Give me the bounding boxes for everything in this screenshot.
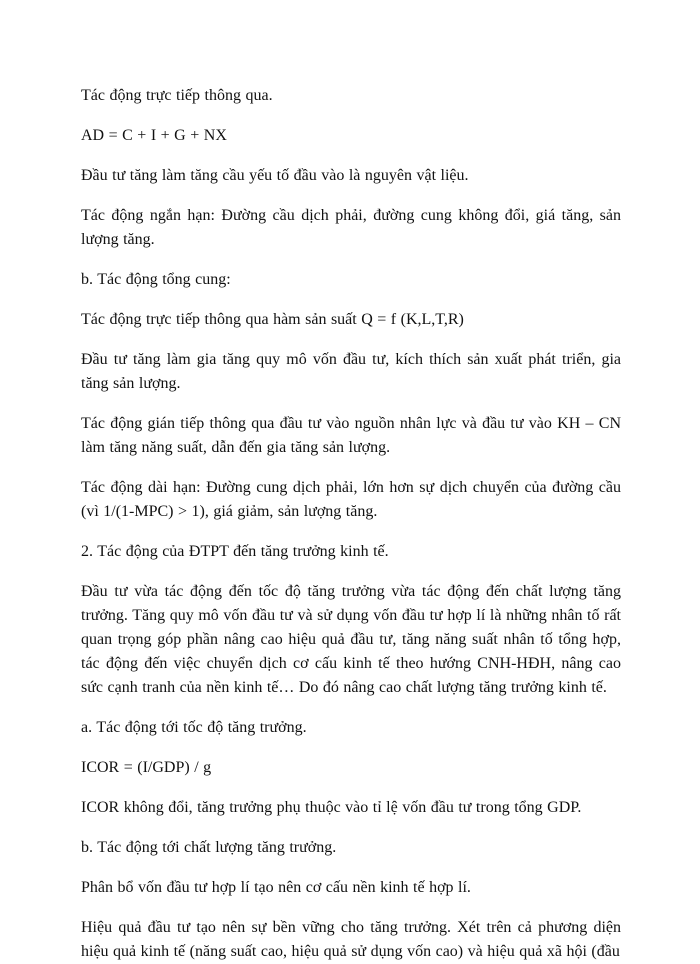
paragraph-indirect-impact: Tác động gián tiếp thông qua đầu tư vào nguồn nhân lực và đầu tư vào KH – CN làm tăng năng suất, dẫn đến gia tăng sản lượng.: [81, 415, 621, 456]
formula-icor: ICOR = (I/GDP) / g: [81, 759, 212, 776]
heading-growth-impact: 2. Tác động của ĐTPT đến tăng trưởng kinh tế.: [81, 543, 389, 560]
paragraph-icor-constant: ICOR không đổi, tăng trưởng phụ thuộc vào tỉ lệ vốn đầu tư trong tổng GDP.: [81, 799, 582, 816]
document-body: [81, 84, 621, 964]
paragraph-input-demand: Đầu tư tăng làm tăng cầu yếu tố đầu vào là nguyên vật liệu.: [81, 167, 469, 184]
heading-aggregate-supply: b. Tác động tổng cung:: [81, 271, 231, 288]
paragraph-investment-efficiency: Hiệu quả đầu tư tạo nên sự bền vững cho tăng trưởng. Xét trên cả phương diện hiệu quả kinh tế (năng suất cao, hiệu quả sử dụng vốn cao) và hiệu quả xã hội (đầu: [81, 919, 621, 960]
paragraph-production-function: Tác động trực tiếp thông qua hàm sản suất Q = f (K,L,T,R): [81, 311, 464, 328]
paragraph-capital-scale: Đầu tư tăng làm gia tăng quy mô vốn đầu tư, kích thích sản xuất phát triển, gia tăng sản lượng.: [81, 351, 621, 392]
heading-growth-rate: a. Tác động tới tốc độ tăng trưởng.: [81, 719, 307, 736]
paragraph-direct-impact: Tác động trực tiếp thông qua.: [81, 87, 273, 104]
heading-growth-quality: b. Tác động tới chất lượng tăng trưởng.: [81, 839, 337, 856]
paragraph-growth-quality-overview: Đầu tư vừa tác động đến tốc độ tăng trưởng vừa tác động đến chất lượng tăng trưởng. Tăng quy mô vốn đầu tư và sử dụng vốn đầu tư hợp lí là những nhân tố rất quan trọng góp phần nâng cao hiệu quả đầu tư, tăng năng suất nhân tố tổng hợp, tác động đến việc chuyển dịch cơ cấu kinh tế theo hướng CNH-HĐH, nâng cao sức cạnh tranh của nền kinh tế… Do đó nâng cao chất lượng tăng trưởng kinh tế.: [81, 583, 621, 696]
paragraph-long-run: Tác động dài hạn: Đường cung dịch phải, lớn hơn sự dịch chuyển của đường cầu (vì 1/(1-MPC) > 1), giá giảm, sản lượng tăng.: [81, 479, 621, 520]
formula-aggregate-demand: AD = C + I + G + NX: [81, 127, 227, 144]
paragraph-short-run: Tác động ngắn hạn: Đường cầu dịch phải, đường cung không đổi, giá tăng, sản lượng tăng.: [81, 207, 621, 248]
paragraph-capital-allocation: Phân bổ vốn đầu tư hợp lí tạo nên cơ cấu nền kinh tế hợp lí.: [81, 879, 471, 896]
